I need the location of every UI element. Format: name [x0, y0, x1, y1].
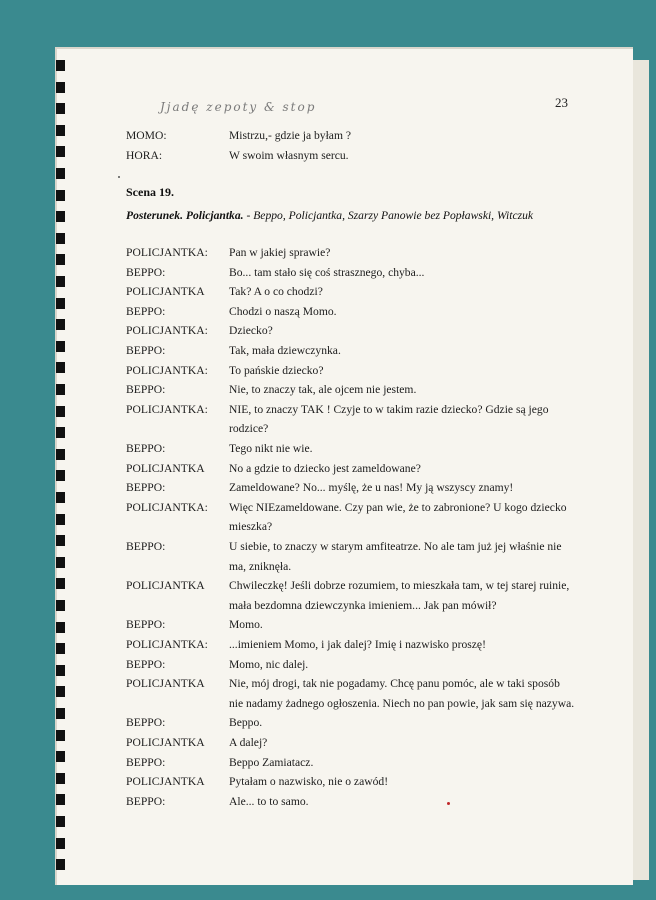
dialogue-text-continued: nie nadamy żadnego ogłoszenia. Niech no pan powie, jak sam się nazywa.	[229, 696, 575, 710]
speaker-name: POLICJANTKA	[126, 579, 205, 593]
dialogue-text: Mistrzu,- gdzie ja byłam ?	[229, 129, 352, 142]
dialogue-text: Beppo Zamiatacz.	[229, 755, 314, 769]
speaker-name: POLICJANTKA:	[126, 363, 208, 377]
dialogue-text-continued: mieszka?	[229, 520, 273, 534]
binding-hole	[56, 384, 65, 395]
dialogue-text-continued: rodzice?	[229, 422, 269, 436]
binding-hole	[56, 298, 65, 309]
speaker-name: POLICJANTKA	[126, 677, 205, 691]
speaker-name: BEPPO:	[126, 383, 166, 397]
binding-hole	[56, 578, 65, 589]
binding-hole	[56, 211, 65, 222]
speaker-name: POLICJANTKA:	[126, 638, 208, 651]
binding-hole	[56, 276, 65, 287]
binding-hole	[56, 254, 65, 265]
speaker-name: BEPPO:	[126, 755, 166, 769]
binding-hole	[56, 859, 65, 870]
binding-hole	[56, 708, 65, 719]
dialogue-text: W swoim własnym sercu.	[229, 149, 349, 162]
dialogue-text: Ale... to to samo.	[229, 794, 309, 808]
binding-hole	[56, 470, 65, 481]
speaker-name: BEPPO:	[126, 716, 166, 730]
speaker-name: MOMO:	[126, 129, 167, 142]
speaker-name: POLICJANTKA	[126, 775, 205, 789]
dialogue-text-continued: ma, zniknęła.	[229, 559, 292, 573]
dialogue-text: NIE, to znaczy TAK ! Czyje to w takim razie dziecko? Gdzie są jego	[229, 402, 549, 416]
speaker-name: BEPPO:	[126, 540, 166, 553]
binding-hole	[56, 514, 65, 525]
scene-cast: - Beppo, Policjantka, Szarzy Panowie bez Popławski, Witczuk	[243, 209, 534, 222]
binding-hole	[56, 535, 65, 546]
speaker-name: POLICJANTKA	[126, 461, 205, 475]
dot-mark	[118, 176, 120, 178]
dialogue-text: Dziecko?	[229, 324, 273, 338]
speaker-name: BEPPO:	[126, 618, 166, 632]
binding-hole	[56, 82, 65, 93]
speaker-name: POLICJANTKA	[126, 736, 205, 749]
binding-hole	[56, 341, 65, 352]
binding-hole	[56, 773, 65, 784]
binding-hole	[56, 643, 65, 654]
binding-hole	[56, 103, 65, 114]
binding-hole	[56, 751, 65, 762]
binding-hole	[56, 168, 65, 179]
speaker-name: BEPPO:	[126, 344, 166, 357]
binding-hole	[56, 838, 65, 849]
red-speck	[447, 802, 450, 805]
binding-hole	[56, 60, 65, 71]
dialogue-text: Chodzi o naszą Momo.	[229, 304, 337, 318]
binding-hole	[56, 600, 65, 611]
binding-hole	[56, 190, 65, 201]
dialogue-text: Tego nikt nie wie.	[229, 442, 313, 455]
binding-hole	[56, 362, 65, 373]
speaker-name: BEPPO:	[126, 442, 166, 455]
speaker-name: BEPPO:	[126, 304, 166, 318]
speaker-name: HORA:	[126, 149, 163, 162]
speaker-name: BEPPO:	[126, 794, 166, 808]
dialogue-text: Nie, to znaczy tak, ale ojcem nie jestem.	[229, 383, 417, 397]
binding-hole	[56, 319, 65, 330]
dialogue-text: Beppo.	[229, 716, 263, 730]
speaker-name: POLICJANTKA:	[126, 402, 208, 416]
speaker-name: BEPPO:	[126, 265, 166, 279]
speaker-name: POLICJANTKA:	[126, 246, 208, 259]
binding-hole	[56, 449, 65, 460]
binding-hole	[56, 406, 65, 417]
binding-hole	[56, 125, 65, 136]
dialogue-text: Więc NIEzameldowane. Czy pan wie, że to zabronione? U kogo dziecko	[229, 500, 567, 514]
speaker-name: POLICJANTKA:	[126, 500, 208, 514]
speaker-name: BEPPO:	[126, 481, 166, 495]
dialogue-text: No a gdzie to dziecko jest zameldowane?	[229, 461, 421, 475]
scene-title: Scena 19.	[126, 185, 174, 199]
dialogue-text: Bo... tam stało się coś strasznego, chyba...	[229, 265, 425, 279]
dialogue-text: Momo, nic dalej.	[229, 657, 309, 671]
dialogue-text: U siebie, to znaczy w starym amfiteatrze. No ale tam już jej właśnie nie	[229, 540, 562, 553]
dialogue-text: Chwileczkę! Jeśli dobrze rozumiem, to mieszkała tam, w tej starej ruinie,	[229, 579, 570, 593]
speaker-name: BEPPO:	[126, 657, 166, 671]
dialogue-text: Zameldowane? No... myślę, że u nas! My ją wszyscy znamy!	[229, 481, 514, 495]
handwritten-note: Jjadę zepoty & stop	[160, 100, 317, 114]
dialogue-text: A dalej?	[229, 736, 268, 749]
dialogue-text: To pańskie dziecko?	[229, 363, 324, 377]
binding-hole	[56, 427, 65, 438]
binding-hole	[56, 622, 65, 633]
binding-hole	[56, 146, 65, 157]
scene-description	[126, 209, 533, 222]
binding-hole	[56, 686, 65, 697]
dialogue-text: Momo.	[229, 618, 263, 632]
dialogue-text: Tak, mała dziewczynka.	[229, 344, 341, 357]
binding-hole	[56, 816, 65, 827]
page-number: 23	[555, 95, 568, 110]
dialogue-text: Tak? A o co chodzi?	[229, 285, 323, 299]
spiral-binding	[56, 60, 70, 885]
dialogue-text: Pan w jakiej sprawie?	[229, 246, 331, 259]
binding-hole	[56, 794, 65, 805]
dialogue-text: Pytałam o nazwisko, nie o zawód!	[229, 775, 389, 789]
dialogue-text: Nie, mój drogi, tak nie pogadamy. Chcę panu pomóc, ale w taki sposób	[229, 677, 560, 691]
binding-hole	[56, 665, 65, 676]
speaker-name: POLICJANTKA	[126, 285, 205, 299]
scene-location: Posterunek. Policjantka.	[126, 209, 244, 222]
dialogue-text-continued: mała bezdomna dziewczynka imieniem... Jak pan mówił?	[229, 598, 497, 612]
binding-hole	[56, 492, 65, 503]
speaker-name: POLICJANTKA:	[126, 324, 208, 338]
dialogue-text: ...imieniem Momo, i jak dalej? Imię i nazwisko proszę!	[229, 638, 486, 651]
binding-hole	[56, 233, 65, 244]
binding-hole	[56, 557, 65, 568]
binding-hole	[56, 730, 65, 741]
